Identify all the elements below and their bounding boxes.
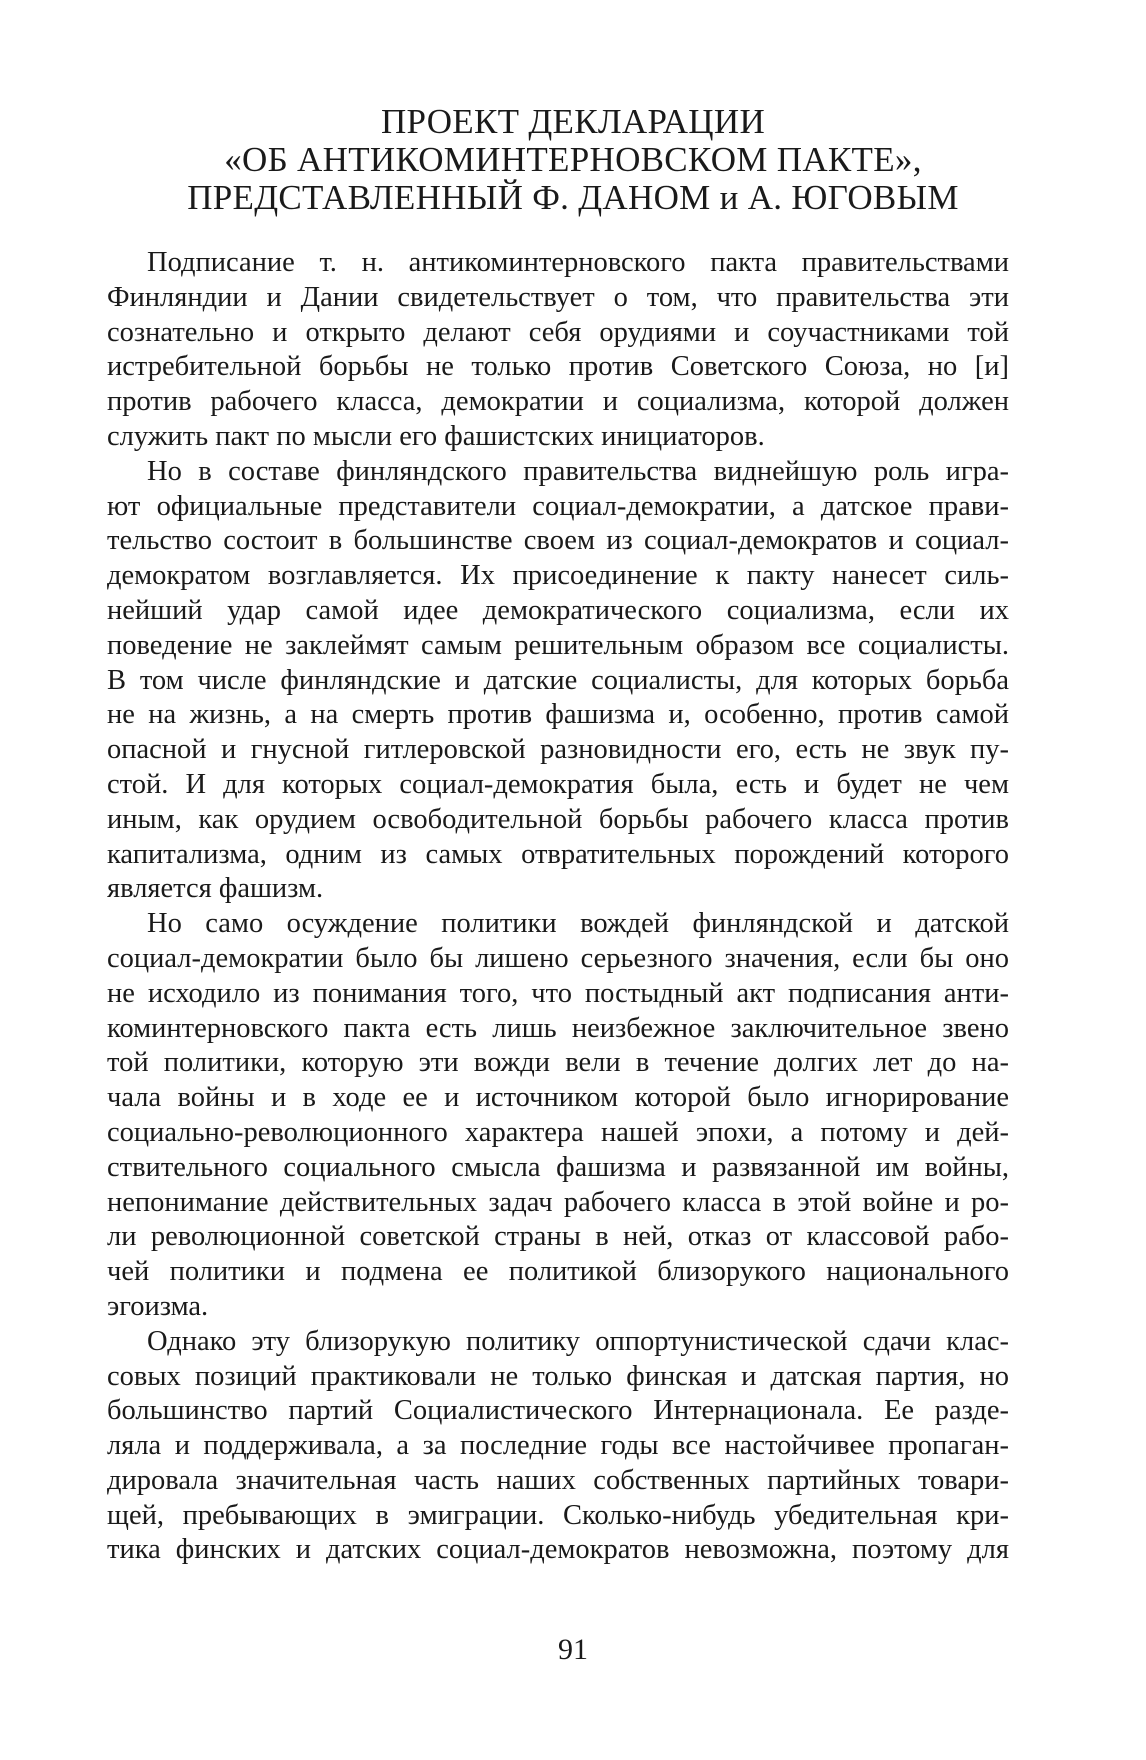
text-line: служить пакт по мысли его фашистских инициаторов. <box>107 420 765 452</box>
text-line: той политики, которую эти вожди вели в течение долгих лет до на- <box>107 1047 1009 1079</box>
text-line: коминтерновского пакта есть лишь неизбежное заключительное звено <box>107 1012 1009 1044</box>
text-line: тика финских и датских социал-демократов невозможна, поэтому для <box>107 1534 1009 1566</box>
text-line: Подписание т. н. антикоминтерновского пакта правительствами <box>147 247 1009 278</box>
paragraph-1 <box>107 246 1009 455</box>
title-line: ПРОЕКТ ДЕКЛАРАЦИИ <box>380 102 766 141</box>
text-line: совых позиций практиковали не только финская и датская партия, но <box>107 1360 1009 1392</box>
title-line: «ОБ АНТИКОМИНТЕРНОВСКОМ ПАКТЕ», <box>224 140 922 179</box>
text-line: не на жизнь, а на смерть против фашизма и, особенно, против самой <box>107 699 1009 731</box>
text-line: тельство состоит в большинстве своем из социал-демократов и социал- <box>107 525 1009 557</box>
text-line: против рабочего класса, демократии и социализма, которой должен <box>107 386 1009 418</box>
text-line: В том числе финляндские и датские социалисты, для которых борьба <box>107 664 1009 696</box>
title-line: ПРЕДСТАВЛЕННЫЙ Ф. ДАНОМ и А. ЮГОВЫМ <box>187 178 959 217</box>
text-line: большинство партий Социалистического Интернационала. Ее разде- <box>107 1395 1009 1427</box>
text-line: Но само осуждение политики вождей финляндской и датской <box>147 908 1009 940</box>
text-line: Финляндии и Дании свидетельствует о том, что правительства эти <box>107 281 1009 313</box>
paragraph-2 <box>107 455 1009 907</box>
text-line: ляла и поддерживала, а за последние годы все настойчивее пропаган- <box>107 1430 1009 1462</box>
document-title <box>100 103 1046 217</box>
body-text <box>107 246 1009 1568</box>
text-line: Однако эту близорукую политику оппортунистической сдачи клас- <box>147 1325 1009 1357</box>
text-line: является фашизм. <box>107 873 324 905</box>
text-line: эгоизма. <box>107 1290 209 1322</box>
page-number: 91 <box>558 1633 588 1666</box>
text-line: сознательно и открыто делают себя орудиями и соучастниками той <box>107 316 1009 348</box>
text-line: поведение не заклеймят самым решительным образом все социалисты. <box>107 629 1009 661</box>
text-line: непонимание действительных задач рабочего класса в этой войне и ро- <box>107 1186 1009 1218</box>
text-line: ют официальные представители социал-демократии, а датское прави- <box>107 490 1009 522</box>
text-line: социал-демократии было бы лишено серьезного значения, если бы оно <box>107 942 1009 974</box>
text-line: демократом возглавляется. Их присоединение к пакту нанесет силь- <box>107 560 1009 592</box>
text-line: истребительной борьбы не только против Советского Союза, но [и] <box>107 351 1009 383</box>
text-line: нейший удар самой идее демократического социализма, если их <box>107 594 1009 626</box>
text-line: чала войны и в ходе ее и источником которой было игнорирование <box>107 1082 1009 1114</box>
text-line: стой. И для которых социал-демократия была, есть и будет не чем <box>107 768 1009 800</box>
text-line: капитализма, одним из самых отвратительных порождений которого <box>107 838 1009 870</box>
text-line: иным, как орудием освободительной борьбы рабочего класса против <box>107 803 1009 835</box>
text-line: щей, пребывающих в эмиграции. Сколько-нибудь убедительная кри- <box>107 1499 1009 1531</box>
paragraph-4 <box>107 1325 1009 1569</box>
text-line: не исходило из понимания того, что постыдный акт подписания анти- <box>107 977 1009 1009</box>
text-line: ствительного социального смысла фашизма и развязанной им войны, <box>107 1151 1009 1183</box>
text-line: ли революционной советской страны в ней, отказ от классовой рабо- <box>107 1221 1009 1253</box>
text-line: чей политики и подмена ее политикой близорукого национального <box>107 1256 1009 1288</box>
text-line: опасной и гнусной гитлеровской разновидности его, есть не звук пу- <box>107 734 1009 766</box>
paragraph-3 <box>107 907 1009 1325</box>
text-line: социально-революционного характера нашей эпохи, а потому и дей- <box>107 1116 1009 1148</box>
text-line: Но в составе финляндского правительства виднейшую роль игра- <box>147 455 1009 487</box>
text-line: дировала значительная часть наших собственных партийных товари- <box>107 1464 1009 1496</box>
